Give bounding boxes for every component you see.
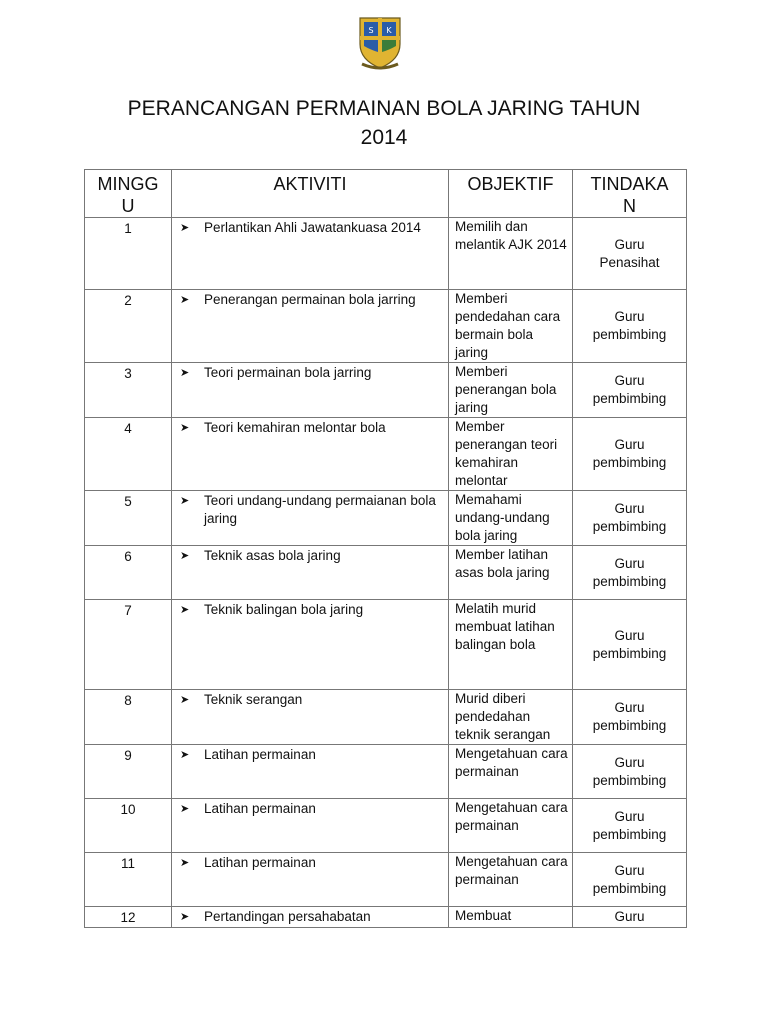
header-objektif: OBJEKTIF: [449, 170, 573, 218]
activity-plan-table: [84, 169, 687, 928]
tindakan-line: Guru: [614, 501, 645, 516]
arrow-bullet-icon: ➤: [180, 550, 190, 562]
cell-aktiviti: [172, 799, 449, 853]
cell-minggu: 11: [85, 853, 172, 907]
tindakan-line: Guru: [614, 754, 645, 770]
table-row: [85, 690, 687, 745]
tindakan-line: Guru: [614, 309, 645, 324]
cell-minggu: 4: [85, 418, 172, 491]
aktiviti-text: Latihan permainan: [204, 855, 316, 870]
cell-minggu: 1: [85, 218, 172, 290]
cell-objektif: Memahami undang-undang bola jaring: [449, 491, 573, 546]
cell-tindakan: [573, 600, 687, 690]
cell-tindakan: [573, 690, 687, 745]
cell-minggu: 9: [85, 745, 172, 799]
svg-text:S: S: [368, 26, 374, 35]
arrow-bullet-icon: ➤: [180, 911, 190, 923]
table-row: [85, 799, 687, 853]
tindakan-line: Guru: [614, 700, 645, 715]
arrow-bullet-icon: ➤: [180, 294, 190, 306]
page-title: [0, 94, 768, 152]
cell-tindakan: [573, 491, 687, 546]
aktiviti-text: Teori undang-undang permaianan bola jaring: [204, 493, 436, 526]
cell-tindakan: [573, 907, 687, 928]
cell-minggu: 8: [85, 690, 172, 745]
cell-objektif: Mengetahuan cara permainan: [449, 745, 573, 799]
tindakan-line: pembimbing: [592, 718, 667, 733]
arrow-bullet-icon: ➤: [180, 694, 190, 706]
arrow-bullet-icon: ➤: [180, 749, 190, 761]
header-tindakan: TINDAKA N: [573, 170, 687, 218]
aktiviti-text: Teori permainan bola jarring: [204, 365, 372, 380]
cell-objektif: Memberi penerangan bola jaring: [449, 363, 573, 418]
cell-objektif: Mengetahuan cara permainan: [449, 799, 573, 853]
tindakan-line: Guru: [614, 373, 645, 388]
cell-tindakan: [573, 546, 687, 600]
cell-aktiviti: [172, 218, 449, 290]
tindakan-line: pembimbing: [592, 455, 667, 470]
tindakan-line: pembimbing: [592, 519, 667, 534]
cell-aktiviti: [172, 363, 449, 418]
table-row: [85, 218, 687, 290]
cell-aktiviti: [172, 600, 449, 690]
tindakan-line: Guru: [614, 862, 645, 878]
cell-minggu: 3: [85, 363, 172, 418]
cell-tindakan: [573, 799, 687, 853]
cell-aktiviti: [172, 853, 449, 907]
page-title-line-2: 2014: [360, 126, 408, 149]
cell-objektif: Mengetahuan cara permainan: [449, 853, 573, 907]
tindakan-line: Guru: [614, 236, 645, 252]
tindakan-line: Guru: [614, 808, 645, 824]
cell-aktiviti: [172, 491, 449, 546]
aktiviti-text: Teknik serangan: [204, 692, 303, 707]
tindakan-line: pembimbing: [592, 880, 667, 896]
tindakan-line: Guru: [614, 437, 645, 452]
arrow-bullet-icon: ➤: [180, 857, 190, 869]
tindakan-line: pembimbing: [592, 772, 667, 788]
cell-tindakan: [573, 418, 687, 491]
aktiviti-text: Teknik balingan bola jaring: [204, 602, 364, 617]
table-row: [85, 907, 687, 928]
cell-objektif: Murid diberi pendedahan teknik serangan: [449, 690, 573, 745]
arrow-bullet-icon: ➤: [180, 367, 190, 379]
table-row: [85, 290, 687, 363]
cell-aktiviti: [172, 745, 449, 799]
arrow-bullet-icon: ➤: [180, 495, 190, 507]
cell-tindakan: [573, 363, 687, 418]
cell-aktiviti: [172, 418, 449, 491]
aktiviti-text: Latihan permainan: [204, 747, 316, 762]
arrow-bullet-icon: ➤: [180, 422, 190, 434]
cell-objektif: Memilih dan melantik AJK 2014: [449, 218, 573, 290]
tindakan-line: pembimbing: [592, 826, 667, 842]
cell-aktiviti: [172, 546, 449, 600]
table-row: [85, 546, 687, 600]
table-header-row: [85, 170, 687, 218]
cell-minggu: 6: [85, 546, 172, 600]
table-row: [85, 418, 687, 491]
school-crest-logo: [356, 14, 404, 72]
tindakan-line: Guru: [614, 909, 645, 924]
cell-objektif: Melatih murid membuat latihan balingan bola: [449, 600, 573, 690]
aktiviti-text: Teknik asas bola jaring: [204, 548, 341, 563]
cell-aktiviti: [172, 290, 449, 363]
table-row: [85, 853, 687, 907]
cell-minggu: 12: [85, 907, 172, 928]
cell-aktiviti: [172, 907, 449, 928]
aktiviti-text: Pertandingan persahabatan: [204, 909, 371, 924]
cell-objektif: Memberi pendedahan cara bermain bola jaring: [449, 290, 573, 363]
tindakan-line: pembimbing: [592, 573, 667, 589]
arrow-bullet-icon: ➤: [180, 803, 190, 815]
cell-tindakan: [573, 290, 687, 363]
cell-objektif: Member penerangan teori kemahiran melontar: [449, 418, 573, 491]
cell-minggu: 7: [85, 600, 172, 690]
tindakan-line: Guru: [614, 555, 645, 571]
cell-tindakan: [573, 853, 687, 907]
cell-aktiviti: [172, 690, 449, 745]
header-aktiviti: AKTIVITI: [172, 170, 449, 218]
arrow-bullet-icon: ➤: [180, 604, 190, 616]
table-row: [85, 491, 687, 546]
table-row: [85, 745, 687, 799]
tindakan-line: Guru: [614, 627, 645, 643]
tindakan-line: Penasihat: [599, 254, 660, 270]
table-body: [85, 218, 687, 928]
cell-objektif: Membuat: [449, 907, 573, 928]
cell-minggu: 10: [85, 799, 172, 853]
aktiviti-text: Teori kemahiran melontar bola: [204, 420, 386, 435]
tindakan-line: pembimbing: [592, 645, 667, 661]
aktiviti-text: Penerangan permainan bola jarring: [204, 292, 416, 307]
cell-tindakan: [573, 745, 687, 799]
cell-objektif: Member latihan asas bola jaring: [449, 546, 573, 600]
cell-tindakan: [573, 218, 687, 290]
table-row: [85, 600, 687, 690]
header-minggu: MINGG U: [85, 170, 172, 218]
aktiviti-text: Perlantikan Ahli Jawatankuasa 2014: [204, 220, 421, 235]
table-row: [85, 363, 687, 418]
cell-minggu: 5: [85, 491, 172, 546]
svg-text:K: K: [386, 26, 392, 35]
cell-minggu: 2: [85, 290, 172, 363]
tindakan-line: pembimbing: [592, 327, 667, 342]
page-title-line-1: PERANCANGAN PERMAINAN BOLA JARING TAHUN: [127, 97, 641, 120]
aktiviti-text: Latihan permainan: [204, 801, 316, 816]
arrow-bullet-icon: ➤: [180, 222, 190, 234]
tindakan-line: pembimbing: [592, 391, 667, 406]
